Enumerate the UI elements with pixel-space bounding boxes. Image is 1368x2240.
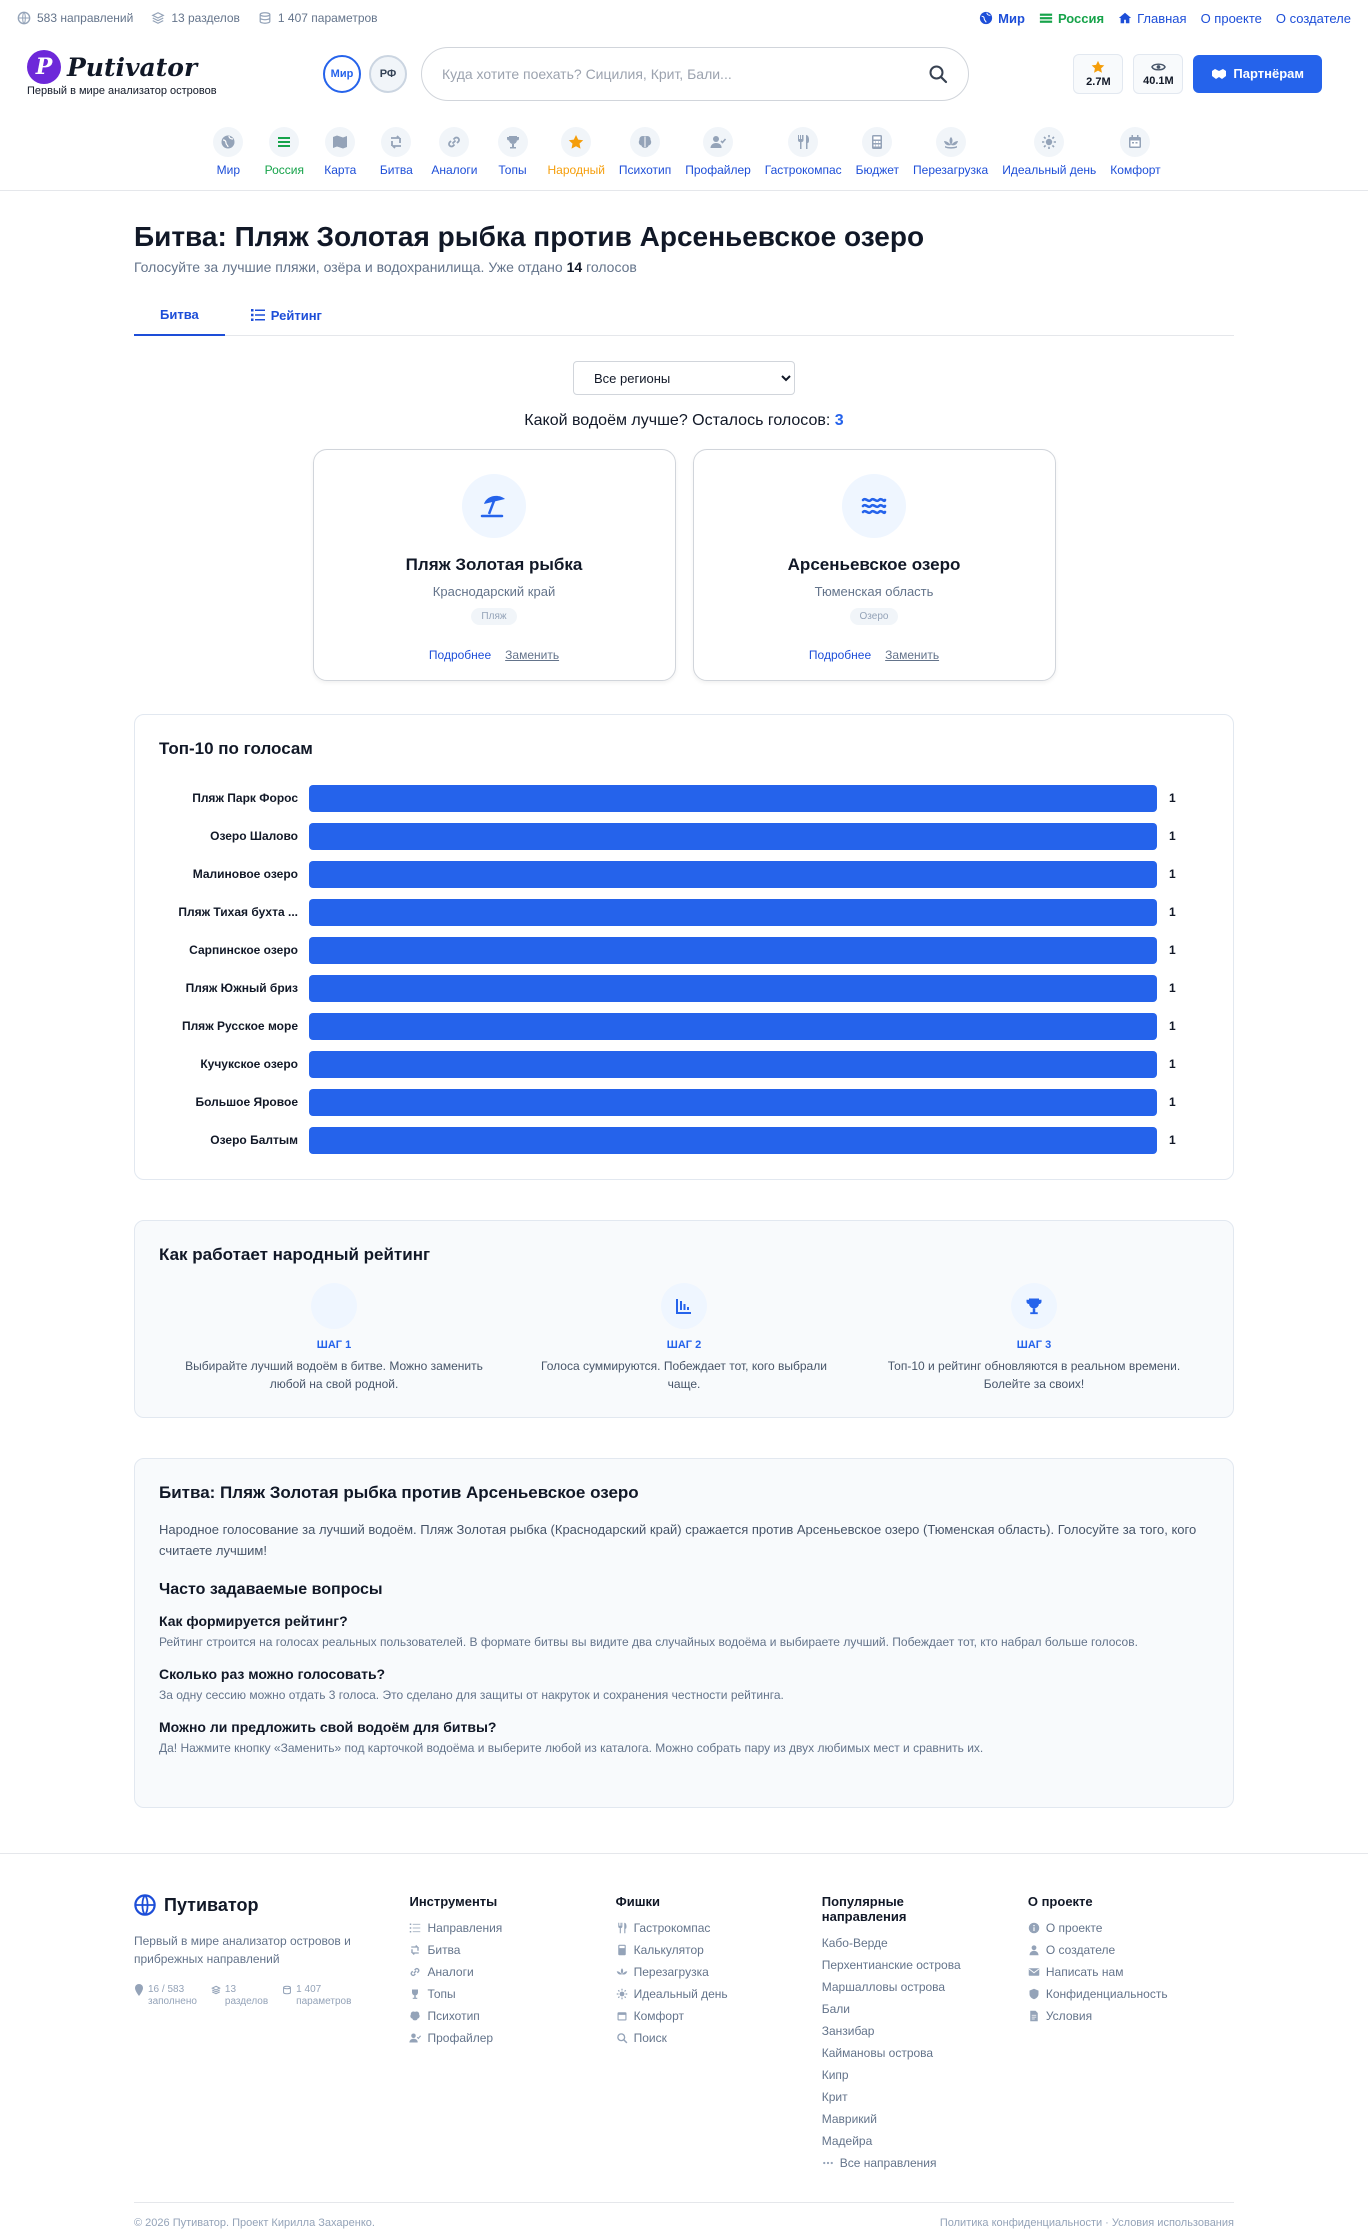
nav-item-reboot[interactable]: Перезагрузка bbox=[906, 127, 995, 177]
star-icon bbox=[1091, 60, 1105, 74]
faq-question: Как формируется рейтинг? bbox=[159, 1613, 348, 1629]
footer-col-popular bbox=[822, 1894, 1028, 2174]
footer-stat: 13 разделов bbox=[211, 1984, 268, 2008]
battle-icon bbox=[409, 1944, 421, 1956]
footer-link[interactable] bbox=[822, 1976, 1028, 1998]
footer-link[interactable] bbox=[822, 2020, 1028, 2042]
bar-track bbox=[309, 1089, 1157, 1116]
footer-link[interactable] bbox=[822, 2108, 1028, 2130]
bar-value: 1 bbox=[1169, 1133, 1176, 1147]
footer-link-label: Битва bbox=[427, 1943, 461, 1957]
bar-value: 1 bbox=[1169, 905, 1176, 919]
region-filter bbox=[134, 361, 1234, 395]
footer-link-label: Гастрокомпас bbox=[633, 1921, 711, 1935]
bar-row bbox=[159, 817, 1209, 855]
footer-link-label: Калькулятор bbox=[633, 1943, 704, 1957]
bar bbox=[309, 1051, 1157, 1078]
flag-icon bbox=[269, 127, 299, 157]
nav-item-map[interactable]: Карта bbox=[312, 127, 368, 177]
footer-col-tools bbox=[409, 1894, 615, 2174]
footer-link-label: Аналоги bbox=[427, 1965, 474, 1979]
nav-item-people[interactable]: Народный bbox=[541, 127, 612, 177]
bar-label: Пляж Русское море bbox=[181, 1019, 298, 1033]
bar-value: 1 bbox=[1169, 829, 1176, 843]
footer-link-label: Идеальный день bbox=[633, 1987, 728, 2001]
footer-col-features bbox=[616, 1894, 822, 2174]
bar bbox=[309, 823, 1157, 850]
bar bbox=[309, 785, 1157, 812]
main-nav bbox=[0, 111, 1368, 191]
card-name: Арсеньевское озеро bbox=[787, 555, 961, 574]
flag-icon bbox=[1039, 11, 1053, 25]
footer-link-label: Психотип bbox=[427, 2009, 480, 2023]
bar-row bbox=[159, 931, 1209, 969]
bar-track bbox=[309, 1127, 1157, 1154]
footer-link-label: Перезагрузка bbox=[633, 1965, 709, 1979]
step-desc: Голоса суммируются. Побеждает тот, кого выбрали чаще. bbox=[541, 1359, 827, 1391]
footer-link-label: О проекте bbox=[1045, 1921, 1103, 1935]
faq-answer: Да! Нажмите кнопку «Заменить» под карточкой водоёма и выберите любой из каталога. Можно собрать пару из двух любимых мест и сравнить их. bbox=[159, 1741, 984, 1755]
footer-link-label: Все направления bbox=[839, 2156, 937, 2170]
top-stats-bar bbox=[0, 0, 1368, 36]
nav-item-russia[interactable]: Россия bbox=[256, 127, 312, 177]
footer-link-label: Поиск bbox=[633, 2031, 667, 2045]
nav-item-tops[interactable]: Топы bbox=[485, 127, 541, 177]
trophy-icon bbox=[498, 127, 528, 157]
bar-value: 1 bbox=[1169, 867, 1176, 881]
top-links bbox=[979, 11, 1351, 26]
legal-links[interactable]: Политика конфиденциальности · Условия использования bbox=[939, 2217, 1234, 2229]
layers-icon bbox=[151, 11, 165, 25]
footer-stat: 16 / 583 заполнено bbox=[134, 1984, 197, 2008]
bar-value: 1 bbox=[1169, 943, 1176, 957]
nav-item-analogs[interactable]: Аналоги bbox=[424, 127, 484, 177]
footer-link[interactable] bbox=[616, 2005, 822, 2027]
logo-subtitle: Первый в мире анализатор островов bbox=[27, 85, 217, 97]
card-more-link[interactable]: Подробнее bbox=[808, 648, 872, 662]
bar-track bbox=[309, 937, 1157, 964]
footer-link-label: Профайлер bbox=[427, 2031, 494, 2045]
bar-track bbox=[309, 823, 1157, 850]
bar bbox=[309, 975, 1157, 1002]
card-replace-link[interactable]: Заменить bbox=[505, 648, 560, 662]
battle-card-left[interactable] bbox=[313, 449, 676, 681]
lotus-icon bbox=[616, 1966, 628, 1978]
steps bbox=[159, 1283, 1209, 1393]
site-stats bbox=[17, 11, 378, 25]
footer-col-title: Популярные направления bbox=[821, 1894, 907, 1924]
brain-icon bbox=[630, 127, 660, 157]
map-icon bbox=[325, 127, 355, 157]
nav-item-psychotype[interactable]: Психотип bbox=[612, 127, 678, 177]
bar-row bbox=[159, 779, 1209, 817]
bar-value: 1 bbox=[1169, 1095, 1176, 1109]
eye-icon bbox=[1151, 61, 1166, 73]
bar-row bbox=[159, 855, 1209, 893]
footer-link[interactable] bbox=[822, 2042, 1028, 2064]
logo-badge: P bbox=[27, 50, 61, 84]
step-1-icon bbox=[311, 1283, 357, 1329]
step-1 bbox=[159, 1283, 509, 1393]
stat-sections: 13 разделов bbox=[151, 11, 240, 25]
bar-track bbox=[309, 861, 1157, 888]
votes-count: 14 bbox=[566, 259, 583, 275]
tabs bbox=[134, 307, 1234, 336]
card-type-badge: Озеро bbox=[850, 608, 899, 625]
bar-value: 1 bbox=[1169, 1019, 1176, 1033]
bar-label: Пляж Южный бриз bbox=[185, 981, 298, 995]
top10-title: Топ-10 по голосам bbox=[159, 739, 313, 758]
footer-link-label: Бали bbox=[821, 2002, 850, 2016]
footer-bottom bbox=[134, 2202, 1234, 2229]
footer-link[interactable] bbox=[616, 1917, 822, 1939]
search-icon[interactable] bbox=[928, 64, 948, 84]
footer-col-list bbox=[616, 1917, 822, 2049]
top-link-world[interactable]: Мир bbox=[979, 11, 1025, 26]
step-label: ШАГ 3 bbox=[1016, 1339, 1052, 1351]
logo-text: Putivator bbox=[67, 52, 198, 82]
top-link-about[interactable]: О проекте bbox=[1200, 10, 1262, 26]
sun-icon bbox=[616, 1988, 628, 2000]
bar-row bbox=[159, 969, 1209, 1007]
seo-lead: Народное голосование за лучший водоём. Пляж Золотая рыбка (Краснодарский край) сражается против Арсеньевское озеро (Тюменская область). Голосуйте за того, кого считаете лучшим! bbox=[159, 1522, 1197, 1558]
tab-battle[interactable]: Битва bbox=[134, 307, 225, 336]
top-link-creator[interactable]: О создателе bbox=[1275, 10, 1351, 26]
footer-link-label: Маршалловы острова bbox=[821, 1980, 946, 1994]
nav-item-battle[interactable]: Битва bbox=[368, 127, 424, 177]
footer-link[interactable] bbox=[1028, 1939, 1234, 1961]
globe-icon bbox=[979, 11, 993, 25]
footer-col-list bbox=[409, 1917, 615, 2049]
bar-value: 1 bbox=[1169, 791, 1176, 805]
bar bbox=[309, 861, 1157, 888]
footer-brand bbox=[134, 1894, 409, 2174]
stat-params: 1 407 параметров bbox=[258, 11, 378, 25]
footer-link-label: Мадейра bbox=[821, 2134, 873, 2148]
rating-stat-badge[interactable]: 2.7M bbox=[1073, 54, 1123, 94]
lotus-icon bbox=[936, 127, 966, 157]
step-label: ШАГ 1 bbox=[316, 1339, 352, 1351]
bar-track bbox=[309, 899, 1157, 926]
bar-row bbox=[159, 1121, 1209, 1159]
footer-link[interactable] bbox=[409, 1961, 615, 1983]
battle-question: Какой водоём лучше? Осталось голосов: 3 bbox=[524, 412, 844, 429]
stat-directions: 583 направлений bbox=[17, 11, 133, 25]
chart-icon bbox=[661, 1283, 707, 1329]
step-label: ШАГ 2 bbox=[666, 1339, 702, 1351]
card-more-link[interactable]: Подробнее bbox=[428, 648, 492, 662]
footer-link[interactable] bbox=[822, 2130, 1028, 2152]
step-desc: Топ-10 и рейтинг обновляются в реальном времени. Болейте за своих! bbox=[887, 1359, 1181, 1391]
footer-stats bbox=[134, 1984, 409, 2008]
bar-row bbox=[159, 893, 1209, 931]
footer-col-list bbox=[822, 1932, 1028, 2174]
footer bbox=[0, 1853, 1368, 2229]
footer-link[interactable] bbox=[1028, 1917, 1234, 1939]
nav-item-world[interactable]: Мир bbox=[200, 127, 256, 177]
calendar-icon bbox=[616, 2010, 628, 2022]
scope-rf-button[interactable]: РФ bbox=[369, 55, 407, 93]
star-icon bbox=[561, 127, 591, 157]
globe-icon bbox=[134, 1894, 156, 1916]
remaining-votes: 3 bbox=[834, 412, 844, 429]
footer-stat: 1 407 параметров bbox=[282, 1984, 351, 2008]
bar-label: Пляж Тихая бухта ... bbox=[178, 905, 298, 919]
footer-link-label: Написать нам bbox=[1045, 1965, 1124, 1979]
bar-label: Сарпинское озеро bbox=[189, 943, 298, 957]
scope-world-button[interactable]: Мир bbox=[323, 55, 361, 93]
footer-link-label: Условия bbox=[1045, 2009, 1093, 2023]
header bbox=[0, 36, 1368, 111]
bar-label: Большое Яровое bbox=[195, 1095, 298, 1109]
footer-col-title: О проекте bbox=[1027, 1894, 1093, 1909]
bar-track bbox=[309, 785, 1157, 812]
copyright: © 2026 Путиватор. Проект Кирилла Захаренко. bbox=[134, 2217, 375, 2229]
battle-icon bbox=[381, 127, 411, 157]
bar-row bbox=[159, 1007, 1209, 1045]
globe-icon bbox=[213, 127, 243, 157]
utensils-icon bbox=[788, 127, 818, 157]
step-3 bbox=[859, 1283, 1209, 1393]
sun-icon bbox=[1034, 127, 1064, 157]
link-icon bbox=[439, 127, 469, 157]
battle-card-right[interactable] bbox=[693, 449, 1056, 681]
footer-link-label: Кипр bbox=[821, 2068, 849, 2082]
footer-link[interactable] bbox=[616, 1983, 822, 2005]
page-title: Битва: Пляж Золотая рыбка против Арсеньевское озеро bbox=[134, 221, 925, 252]
user-check-icon bbox=[409, 2032, 421, 2044]
bar bbox=[309, 899, 1157, 926]
footer-brand-title: Путиватор bbox=[134, 1894, 409, 1916]
logo[interactable] bbox=[27, 50, 287, 97]
footer-link-label: О создателе bbox=[1045, 1943, 1116, 1957]
bar bbox=[309, 937, 1157, 964]
card-type-badge: Пляж bbox=[471, 608, 516, 625]
footer-link[interactable] bbox=[822, 2064, 1028, 2086]
dots-icon bbox=[822, 2157, 834, 2169]
bar-track bbox=[309, 975, 1157, 1002]
bar-row bbox=[159, 1045, 1209, 1083]
footer-link-label: Перхентианские острова bbox=[821, 1958, 961, 1972]
globe-icon bbox=[17, 11, 31, 25]
tab-rating[interactable]: Рейтинг bbox=[225, 307, 348, 335]
bar-track bbox=[309, 1013, 1157, 1040]
search-input[interactable] bbox=[442, 66, 928, 82]
how-it-works-panel bbox=[134, 1220, 1234, 1418]
bar-label: Озеро Балтым bbox=[210, 1133, 298, 1147]
bar-label: Малиновое озеро bbox=[192, 867, 298, 881]
footer-col-about bbox=[1028, 1894, 1234, 2174]
pin-icon bbox=[134, 1984, 144, 1996]
nav-item-gastro[interactable]: Гастрокомпас bbox=[758, 127, 849, 177]
bar bbox=[309, 1013, 1157, 1040]
bar-row bbox=[159, 1083, 1209, 1121]
footer-link[interactable] bbox=[616, 2027, 822, 2049]
bar-value: 1 bbox=[1169, 981, 1176, 995]
seo-panel bbox=[134, 1458, 1234, 1808]
footer-link-label: Комфорт bbox=[633, 2009, 684, 2023]
step-desc: Выбирайте лучший водоём в битве. Можно заменить любой на свой родной. bbox=[185, 1359, 483, 1391]
top-link-russia[interactable]: Россия bbox=[1039, 11, 1104, 26]
footer-link-label: Каймановы острова bbox=[821, 2046, 934, 2060]
footer-link[interactable] bbox=[409, 2005, 615, 2027]
nav-item-ideal-day[interactable]: Идеальный день bbox=[995, 127, 1103, 177]
footer-link[interactable] bbox=[822, 1932, 1028, 1954]
list-icon bbox=[409, 1922, 421, 1934]
waves-icon bbox=[842, 474, 906, 538]
step-2 bbox=[509, 1283, 859, 1393]
footer-link[interactable] bbox=[822, 2086, 1028, 2108]
top10-chart bbox=[159, 779, 1209, 1159]
region-select[interactable] bbox=[573, 361, 795, 395]
shield-icon bbox=[1028, 1988, 1040, 2000]
mail-icon bbox=[1028, 1966, 1040, 1978]
bar-value: 1 bbox=[1169, 1057, 1176, 1071]
scope-switch bbox=[323, 55, 407, 93]
calculator-icon bbox=[862, 127, 892, 157]
calculator-icon bbox=[616, 1944, 628, 1956]
footer-link[interactable] bbox=[1028, 2005, 1234, 2027]
bar-label: Пляж Парк Форос bbox=[192, 791, 298, 805]
faq-question: Можно ли предложить свой водоём для битвы? bbox=[159, 1719, 497, 1735]
database-icon bbox=[282, 1984, 292, 1996]
footer-col-title: Инструменты bbox=[409, 1894, 498, 1909]
card-region: Краснодарский край bbox=[432, 584, 556, 599]
home-icon bbox=[1118, 11, 1132, 25]
faq-question: Сколько раз можно голосовать? bbox=[159, 1666, 386, 1682]
seo-title: Битва: Пляж Золотая рыбка против Арсеньевское озеро bbox=[159, 1483, 639, 1502]
card-region: Тюменская область bbox=[814, 584, 934, 599]
footer-link[interactable] bbox=[409, 1939, 615, 1961]
main-content bbox=[134, 191, 1234, 1808]
partners-button[interactable]: Партнёрам bbox=[1193, 55, 1322, 93]
faq-answer: Рейтинг строится на голосах реальных пользователей. В формате битвы вы видите два случайных водоёма и выбираете лучший. Побеждает тот, кто набрал больше голосов. bbox=[159, 1635, 1138, 1649]
link-icon bbox=[409, 1966, 421, 1978]
footer-link-label: Занзибар bbox=[821, 2024, 875, 2038]
document-icon bbox=[1028, 2010, 1040, 2022]
footer-link-label: Крит bbox=[821, 2090, 848, 2104]
user-check-icon bbox=[703, 127, 733, 157]
footer-col-title: Фишки bbox=[615, 1894, 661, 1909]
calendar-icon bbox=[1120, 127, 1150, 157]
nav-item-profiler[interactable]: Профайлер bbox=[678, 127, 758, 177]
footer-link-label: Направления bbox=[427, 1921, 503, 1935]
beach-umbrella-icon bbox=[462, 474, 526, 538]
list-icon bbox=[251, 309, 265, 321]
brain-icon bbox=[409, 2010, 421, 2022]
search-icon bbox=[616, 2032, 628, 2044]
card-actions bbox=[429, 648, 559, 662]
bar-label: Кучукское озеро bbox=[200, 1057, 298, 1071]
bar-label: Озеро Шалово bbox=[210, 829, 298, 843]
bar-track bbox=[309, 1051, 1157, 1078]
layers-icon bbox=[211, 1984, 221, 1996]
user-icon bbox=[1028, 1944, 1040, 1956]
footer-col-list bbox=[1028, 1917, 1234, 2027]
search-box bbox=[421, 47, 969, 101]
views-stat-badge[interactable]: 40.1M bbox=[1133, 54, 1183, 94]
card-actions bbox=[809, 648, 939, 662]
faq-answer: За одну сессию можно отдать 3 голоса. Это сделано для защиты от накруток и сохранения честности рейтинга. bbox=[159, 1688, 784, 1702]
logo-row bbox=[27, 50, 287, 84]
utensils-icon bbox=[616, 1922, 628, 1934]
faq-title: Часто задаваемые вопросы bbox=[159, 1581, 383, 1598]
footer-columns bbox=[134, 1854, 1234, 2174]
footer-link[interactable] bbox=[409, 1983, 615, 2005]
header-right bbox=[1073, 54, 1322, 94]
top-link-home[interactable]: Главная bbox=[1118, 11, 1186, 26]
footer-link[interactable] bbox=[409, 2027, 615, 2049]
footer-link[interactable] bbox=[616, 1961, 822, 1983]
footer-link[interactable] bbox=[616, 1939, 822, 1961]
how-title: Как работает народный рейтинг bbox=[159, 1245, 431, 1264]
footer-link-label: Конфиденциальность bbox=[1045, 1987, 1168, 2001]
card-name: Пляж Золотая рыбка bbox=[405, 555, 583, 574]
nav-item-budget[interactable]: Бюджет bbox=[849, 127, 906, 177]
database-icon bbox=[258, 11, 272, 25]
bar bbox=[309, 1127, 1157, 1154]
trophy-icon bbox=[1011, 1283, 1057, 1329]
nav-item-comfort[interactable]: Комфорт bbox=[1103, 127, 1167, 177]
footer-link[interactable] bbox=[1028, 1983, 1234, 2005]
footer-link[interactable] bbox=[822, 1954, 1028, 1976]
handshake-icon bbox=[1211, 68, 1227, 80]
footer-link[interactable] bbox=[1028, 1961, 1234, 1983]
footer-link-label: Кабо-Верде bbox=[821, 1936, 888, 1950]
info-icon bbox=[1028, 1922, 1040, 1934]
page-subtitle: Голосуйте за лучшие пляжи, озёра и водохранилища. Уже отдано 14 голосов bbox=[134, 259, 637, 275]
trophy-icon bbox=[409, 1988, 421, 2000]
footer-link-label: Маврикий bbox=[821, 2112, 877, 2126]
footer-link[interactable] bbox=[822, 2152, 1028, 2174]
card-replace-link[interactable]: Заменить bbox=[885, 648, 940, 662]
footer-desc: Первый в мире анализатор островов и прибрежных направлений bbox=[134, 1934, 351, 1966]
battle-cards bbox=[134, 449, 1234, 681]
footer-link-label: Топы bbox=[427, 1987, 456, 2001]
footer-link[interactable] bbox=[409, 1917, 615, 1939]
top10-panel bbox=[134, 714, 1234, 1180]
footer-link[interactable] bbox=[822, 1998, 1028, 2020]
bar bbox=[309, 1089, 1157, 1116]
